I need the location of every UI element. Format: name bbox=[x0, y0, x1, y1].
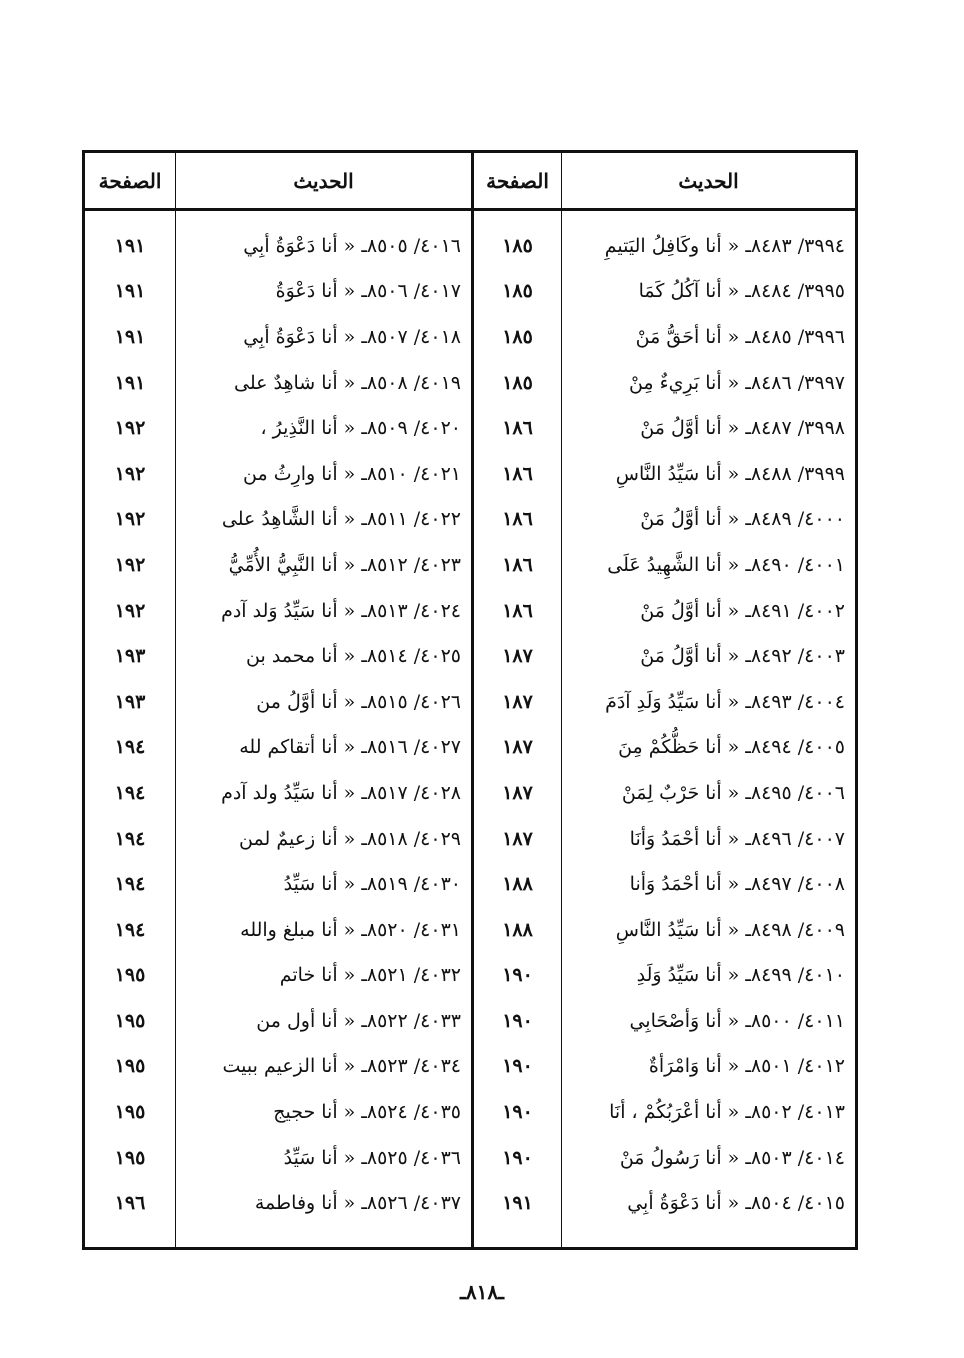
hadith-entry: ٤٠١٢/ ٨٥٠١ـ « أنا وَامْرَأةٌ bbox=[648, 1055, 845, 1078]
page-number-cell: ١٩٥ bbox=[114, 1055, 146, 1078]
left-hadith-header: الحديث bbox=[176, 153, 471, 211]
page-number-cell: ١٩٤ bbox=[114, 781, 146, 804]
left-hadith-column bbox=[175, 153, 471, 1247]
page-number-cell: ١٩٤ bbox=[114, 736, 146, 759]
hadith-entry: ٤٠٠٩/ ٨٤٩٨ـ « أنا سَيِّدُ النَّاسِ bbox=[615, 918, 845, 941]
page-number-cell: ١٨٦ bbox=[502, 599, 533, 622]
page-number-cell: ١٨٥ bbox=[502, 371, 533, 394]
hadith-entry: ٤٠٣٣/ ٨٥٢٢ـ « أنا أول من bbox=[256, 1009, 461, 1032]
hadith-entry: ٣٩٩٥/ ٨٤٨٤ـ « أنا آكُلُ كَمَا bbox=[638, 280, 845, 303]
index-table bbox=[82, 150, 858, 1250]
hadith-entry: ٤٠٢٦/ ٨٥١٥ـ « أنا أوَّلُ من bbox=[256, 690, 461, 713]
hadith-entry: ٣٩٩٩/ ٨٤٨٨ـ « أنا سَيِّدُ النَّاسِ bbox=[615, 462, 845, 485]
page-number-cell: ١٩٦ bbox=[114, 1192, 146, 1215]
page-number-cell: ١٨٦ bbox=[502, 508, 533, 531]
hadith-entry: ٤٠١٩/ ٨٥٠٨ـ « أنا شاهِدٌ على bbox=[234, 371, 461, 394]
hadith-entry: ٣٩٩٦/ ٨٤٨٥ـ « أنا أحَقُّ مَنْ bbox=[635, 325, 845, 348]
hadith-entry: ٤٠٣٤/ ٨٥٢٣ـ « أنا الزعيم ببيت bbox=[222, 1055, 461, 1078]
hadith-entry: ٤٠٣٧/ ٨٥٢٦ـ « أنا وفاطمة bbox=[254, 1192, 461, 1215]
hadith-entry: ٤٠١١/ ٨٥٠٠ـ « أنا وَأصْحَابِي bbox=[629, 1009, 845, 1032]
hadith-entry: ٤٠٠٦/ ٨٤٩٥ـ « أنا حَرْبٌ لِمَنْ bbox=[621, 781, 845, 804]
hadith-entry: ٤٠٣٢/ ٨٥٢١ـ « أنا خاتم bbox=[279, 964, 461, 987]
hadith-entry: ٤٠٢٤/ ٨٥١٣ـ « أنا سَيِّدُ وَلد آدم bbox=[221, 599, 461, 622]
hadith-entry: ٤٠٢٠/ ٨٥٠٩ـ « أنا النَّذِيرُ ، bbox=[260, 417, 461, 440]
right-page-rows bbox=[474, 211, 561, 1226]
hadith-entry: ٤٠٠٧/ ٨٤٩٦ـ « أنا أحْمَدُ وَأنَا bbox=[629, 827, 845, 850]
left-page-header: الصفحة bbox=[85, 153, 175, 211]
page-number-cell: ١٩٢ bbox=[114, 553, 146, 576]
page-number-cell: ١٨٦ bbox=[502, 417, 533, 440]
hadith-entry: ٤٠٢٥/ ٨٥١٤ـ « أنا محمد بن bbox=[246, 645, 461, 668]
hadith-entry: ٤٠٠٢/ ٨٤٩١ـ « أنا أوَّلُ مَنْ bbox=[640, 599, 845, 622]
page-number-cell: ١٩١ bbox=[502, 1192, 533, 1215]
hadith-entry: ٤٠٣٦/ ٨٥٢٥ـ « أنا سَيِّدُ bbox=[283, 1146, 461, 1169]
page-number-cell: ١٩٤ bbox=[114, 918, 146, 941]
left-page-rows bbox=[85, 211, 175, 1226]
hadith-entry: ٤٠٠١/ ٨٤٩٠ـ « أنا الشَّهِيدُ عَلَى bbox=[607, 553, 845, 576]
page-number-cell: ١٨٧ bbox=[502, 827, 533, 850]
page-number-cell: ١٩٠ bbox=[502, 1101, 533, 1124]
hadith-entry: ٤٠٢١/ ٨٥١٠ـ « أنا وارِثُ من bbox=[243, 462, 461, 485]
page-number-cell: ١٨٨ bbox=[502, 873, 533, 896]
page-number-cell: ١٩٢ bbox=[114, 462, 146, 485]
page-number-cell: ١٩١ bbox=[114, 280, 146, 303]
page-number-cell: ١٨٧ bbox=[502, 736, 533, 759]
hadith-entry: ٤٠٣٠/ ٨٥١٩ـ « أنا سَيِّدُ bbox=[283, 873, 461, 896]
left-hadith-rows bbox=[176, 211, 471, 1226]
hadith-entry: ٤٠٠٤/ ٨٤٩٣ـ « أنا سَيِّدُ وَلَدِ آدَمَ bbox=[605, 690, 845, 713]
page-number-cell: ١٨٥ bbox=[502, 325, 533, 348]
left-page-column bbox=[85, 153, 175, 1247]
page-number-cell: ١٩١ bbox=[114, 234, 146, 257]
hadith-entry: ٤٠٢٣/ ٨٥١٢ـ « أنا النَّبِيُّ الأُمِّيُّ bbox=[228, 553, 461, 576]
hadith-entry: ٤٠٣١/ ٨٥٢٠ـ « أنا مبلغ والله bbox=[240, 918, 461, 941]
hadith-entry: ٤٠١٠/ ٨٤٩٩ـ « أنا سَيِّدُ وَلَدِ bbox=[636, 964, 845, 987]
page-number-cell: ١٨٦ bbox=[502, 462, 533, 485]
hadith-entry: ٣٩٩٧/ ٨٤٨٦ـ « أنا بَرِيءٌ مِنْ bbox=[628, 371, 845, 394]
page-number-cell: ١٩٠ bbox=[502, 1146, 533, 1169]
page-number-cell: ١٨٨ bbox=[502, 918, 533, 941]
page-number-cell: ١٩١ bbox=[114, 371, 146, 394]
page-number-cell: ١٩٢ bbox=[114, 599, 146, 622]
page-number-cell: ١٩٥ bbox=[114, 1101, 146, 1124]
right-hadith-header: الحديث bbox=[562, 153, 855, 211]
right-page-column bbox=[471, 153, 561, 1247]
hadith-entry: ٣٩٩٨/ ٨٤٨٧ـ « أنا أوَّلُ مَنْ bbox=[640, 417, 845, 440]
hadith-entry: ٤٠٣٥/ ٨٥٢٤ـ « أنا حجيج bbox=[273, 1101, 461, 1124]
hadith-entry: ٤٠٠٨/ ٨٤٩٧ـ « أنا أحْمَدُ وَأنا bbox=[629, 873, 845, 896]
page-number-cell: ١٩٥ bbox=[114, 1146, 146, 1169]
hadith-entry: ٣٩٩٤/ ٨٤٨٣ـ « أنا وكَافِلُ اليَتيمِ bbox=[604, 234, 845, 257]
page-number-cell: ١٩٥ bbox=[114, 1009, 146, 1032]
hadith-entry: ٤٠٢٢/ ٨٥١١ـ « أنا الشَّاهِدُ على bbox=[221, 508, 461, 531]
page-number-cell: ١٩٤ bbox=[114, 873, 146, 896]
hadith-entry: ٤٠٢٨/ ٨٥١٧ـ « أنا سَيِّدُ ولد آدم bbox=[221, 781, 461, 804]
page-number-cell: ١٩٠ bbox=[502, 1055, 533, 1078]
page-number-cell: ١٩٢ bbox=[114, 508, 146, 531]
hadith-entry: ٤٠٠٣/ ٨٤٩٢ـ « أنا أوَّلُ مَنْ bbox=[640, 645, 845, 668]
page-number-cell: ١٩٠ bbox=[502, 964, 533, 987]
page-number-cell: ١٩٥ bbox=[114, 964, 146, 987]
page-number-cell: ١٩١ bbox=[114, 325, 146, 348]
hadith-entry: ٤٠١٣/ ٨٥٠٢ـ « أنا أعْرَبُكُمْ ، أنَا bbox=[609, 1101, 845, 1124]
hadith-entry: ٤٠١٧/ ٨٥٠٦ـ « أنا دَعْوَةُ bbox=[275, 280, 461, 303]
page-number: ـ٨١٨ـ bbox=[460, 1280, 504, 1304]
hadith-entry: ٤٠١٤/ ٨٥٠٣ـ « أنا رَسُولُ مَنْ bbox=[619, 1146, 845, 1169]
hadith-entry: ٤٠٢٧/ ٨٥١٦ـ « أنا أتقاكم لله bbox=[239, 736, 461, 759]
page-number-cell: ١٩٣ bbox=[114, 690, 146, 713]
hadith-entry: ٤٠١٦/ ٨٥٠٥ـ « أنا دَعْوَةُ أبِي bbox=[243, 234, 461, 257]
page-number-cell: ١٨٦ bbox=[502, 553, 533, 576]
page-number-cell: ١٨٧ bbox=[502, 690, 533, 713]
hadith-entry: ٤٠١٨/ ٨٥٠٧ـ « أنا دَعْوَةُ أبِي bbox=[243, 325, 461, 348]
right-hadith-rows bbox=[562, 211, 855, 1226]
hadith-entry: ٤٠٠٠/ ٨٤٨٩ـ « أنا أوَّلُ مَنْ bbox=[640, 508, 845, 531]
page-number-cell: ١٩٣ bbox=[114, 645, 146, 668]
page-number-cell: ١٨٧ bbox=[502, 781, 533, 804]
hadith-entry: ٤٠٢٩/ ٨٥١٨ـ « أنا زعيمٌ لمن bbox=[239, 827, 461, 850]
page-number-cell: ١٨٥ bbox=[502, 234, 533, 257]
page-number-cell: ١٩٤ bbox=[114, 827, 146, 850]
page-number-cell: ١٩٠ bbox=[502, 1009, 533, 1032]
page-number-cell: ١٨٧ bbox=[502, 645, 533, 668]
hadith-entry: ٤٠١٥/ ٨٥٠٤ـ « أنا دَعْوَةُ أبِي bbox=[627, 1192, 845, 1215]
right-hadith-column bbox=[561, 153, 855, 1247]
page-number-cell: ١٨٥ bbox=[502, 280, 533, 303]
right-page-header: الصفحة bbox=[474, 153, 561, 211]
hadith-entry: ٤٠٠٥/ ٨٤٩٤ـ « أنا حَظُّكُمْ مِنَ bbox=[618, 736, 845, 759]
page-number-cell: ١٩٢ bbox=[114, 417, 146, 440]
